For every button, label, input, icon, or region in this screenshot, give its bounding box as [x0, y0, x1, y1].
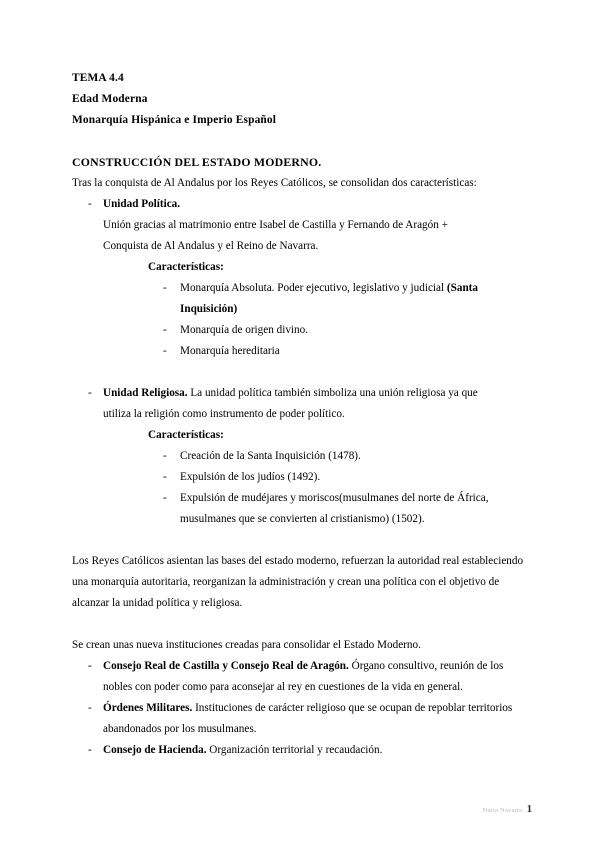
bullet-dash-icon: - — [163, 324, 167, 336]
bullet-dash-icon: - — [88, 198, 92, 210]
sublabel-caracteristicas-politica: Características: — [148, 261, 224, 273]
bullet-dash-icon: - — [163, 471, 167, 483]
bullet-dash-icon: - — [88, 660, 92, 672]
bullet-dash-icon: - — [163, 345, 167, 357]
footer-author: Nuria Navarro — [482, 807, 523, 814]
subbullet-text: Monarquía hereditaria — [180, 345, 280, 357]
bullet-label-unidad-religiosa: Unidad Religiosa. — [103, 387, 188, 399]
unidad-religiosa-line-1: La unidad política también simboliza una unión religiosa ya que — [187, 387, 478, 399]
section-title-construccion: CONSTRUCCIÓN DEL ESTADO MODERNO. — [72, 155, 322, 169]
page-footer — [482, 804, 532, 815]
subbullet-text: Expulsión de mudéjares y moriscos(musulmanes del norte de África, musulmanes que se convierten al cristianismo) (1502). — [180, 492, 489, 525]
paragraph-instituciones: Se crean unas nueva instituciones creadas para consolidar el Estado Moderno. — [72, 639, 421, 651]
subbullet-expulsion-mudejares — [72, 488, 528, 530]
subbullet-text: Monarquía Absoluta. Poder ejecutivo, legislativo y judicial — [180, 282, 447, 294]
bullet-dash-icon: - — [88, 744, 92, 756]
doc-heading-edad-moderna: Edad Moderna — [72, 93, 148, 105]
document-body — [72, 68, 528, 761]
bullet-label-consejo-real: Consejo Real de Castilla y Consejo Real de Aragón. — [103, 660, 349, 672]
subbullet-expulsion-judios — [72, 467, 528, 488]
paragraph-reyes-catolicos: Los Reyes Católicos asientan las bases del estado moderno, refuerzan la autoridad real estableciendo una monarquía autoritaria, reorganizan la administración y crean una política con el objetivo de alcanzar la unidad política y religiosa. — [72, 555, 524, 609]
bullet-label-consejo-hacienda: Consejo de Hacienda. — [103, 744, 207, 756]
sublabel-caracteristicas-religiosa: Características: — [148, 429, 224, 441]
subbullet-text: Creación de la Santa Inquisición (1478). — [180, 450, 361, 462]
bullet-unidad-religiosa — [72, 383, 528, 404]
subbullet-monarquia-hereditaria — [72, 341, 528, 362]
bullet-desc-consejo-hacienda: Organización territorial y recaudación. — [206, 744, 383, 756]
bullet-consejo-hacienda — [72, 740, 528, 761]
bullet-dash-icon: - — [88, 387, 92, 399]
doc-heading-tema: TEMA 4.4 — [72, 72, 124, 84]
subbullet-text: Expulsión de los judíos (1492). — [180, 471, 321, 483]
subbullet-text: Monarquía de origen divino. — [180, 324, 309, 336]
bullet-unidad-politica — [72, 194, 528, 215]
bullet-dash-icon: - — [88, 702, 92, 714]
subbullet-text-bold: (Santa Inquisición) — [180, 282, 478, 315]
subbullet-creacion-inquisicion — [72, 446, 528, 467]
bullet-label-unidad-politica: Unidad Política. — [103, 198, 181, 210]
unidad-politica-line-2: Conquista de Al Andalus y el Reino de Navarra. — [103, 240, 319, 252]
bullet-ordenes-militares — [72, 698, 528, 740]
bullet-label-ordenes-militares: Órdenes Militares. — [103, 702, 193, 714]
bullet-dash-icon: - — [163, 450, 167, 462]
bullet-desc-consejo-real: Órgano consultivo, reunión de los nobles con poder como para aconsejar al rey en cuestiones de la vida en general. — [103, 660, 504, 693]
bullet-dash-icon: - — [163, 282, 167, 294]
bullet-consejo-real — [72, 656, 528, 698]
unidad-politica-line-1: Unión gracias al matrimonio entre Isabel de Castilla y Fernando de Aragón + — [103, 219, 448, 231]
spacer — [72, 530, 528, 551]
spacer — [72, 362, 528, 383]
spacer — [72, 614, 528, 635]
unidad-religiosa-line-2: utiliza la religión como instrumento de poder político. — [103, 408, 345, 420]
bullet-desc-ordenes-militares: Instituciones de carácter religioso que se ocupan de repoblar territorios abandonados por los musulmanes. — [103, 702, 513, 735]
bullet-dash-icon: - — [163, 492, 167, 504]
spacer — [72, 131, 528, 152]
intro-paragraph: Tras la conquista de Al Andalus por los Reyes Católicos, se consolidan dos características: — [72, 177, 477, 189]
subbullet-monarquia-absoluta — [72, 278, 528, 320]
subbullet-monarquia-divino — [72, 320, 528, 341]
footer-page-number: 1 — [526, 804, 532, 815]
doc-heading-monarquia: Monarquía Hispánica e Imperio Español — [72, 114, 277, 126]
